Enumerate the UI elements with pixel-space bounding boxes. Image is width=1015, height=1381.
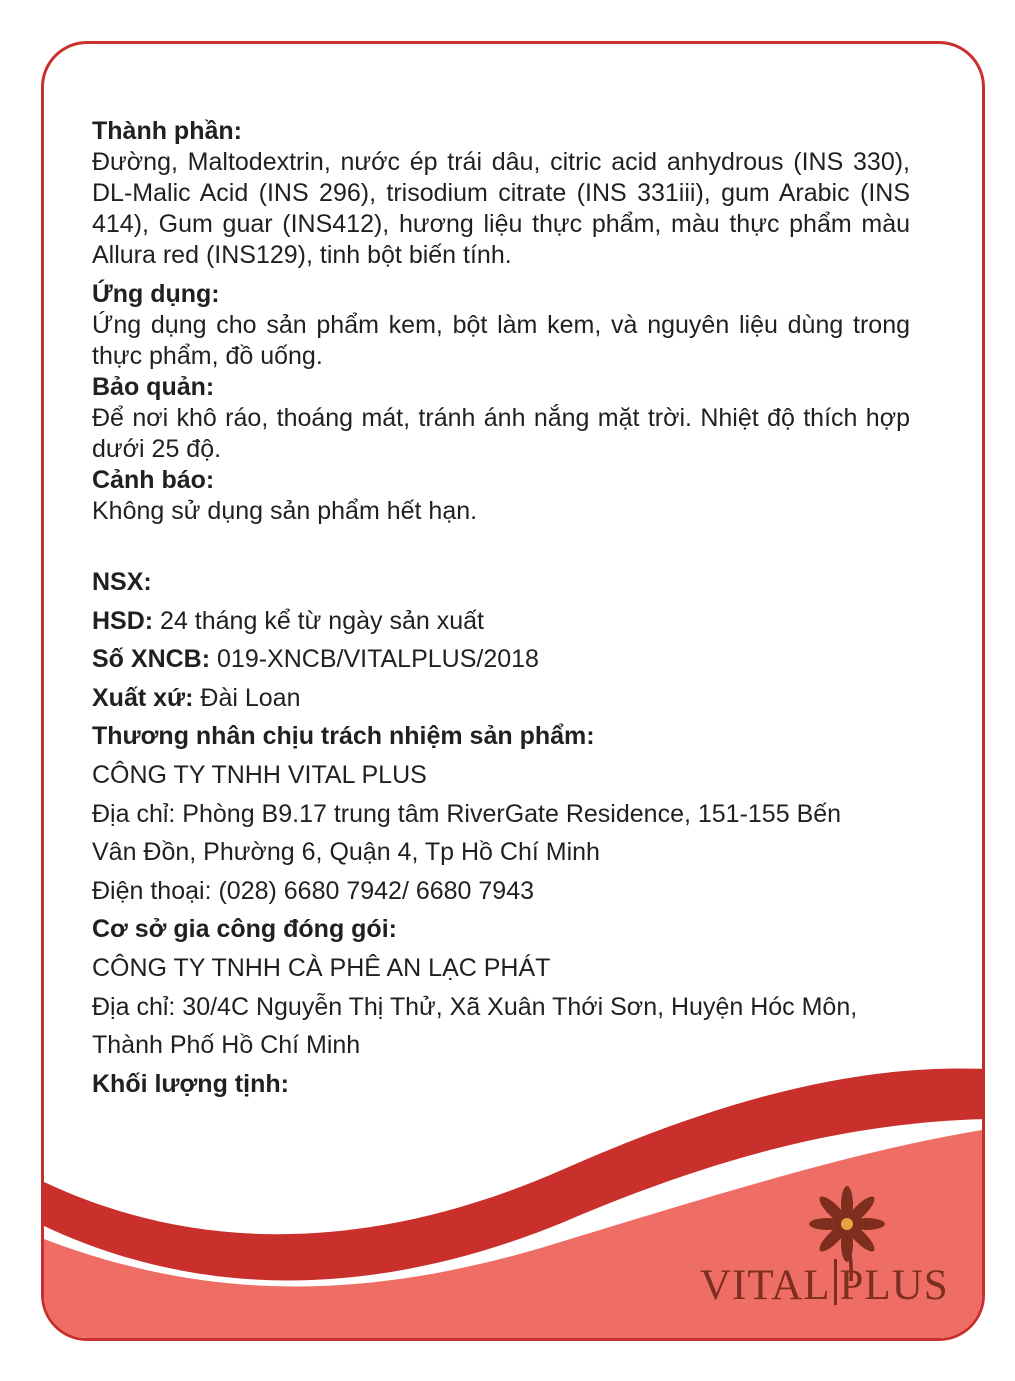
hsd-row (92, 602, 910, 641)
origin-label: Xuất xứ: (92, 683, 194, 712)
packer-name: CÔNG TY TNHH CÀ PHÊ AN LẠC PHÁT (92, 953, 551, 982)
storage-heading: Bảo quản: (92, 373, 215, 401)
xncb-row (92, 640, 910, 679)
warning-section (92, 465, 910, 527)
nsx-label: NSX: (92, 568, 152, 596)
product-label (41, 41, 985, 1341)
trader-phone: Điện thoại: (028) 6680 7942/ 6680 7943 (92, 876, 535, 905)
ingredients-section (92, 116, 910, 271)
usage-heading: Ứng dụng: (92, 280, 220, 308)
xncb-value: 019-XNCB/VITALPLUS/2018 (210, 645, 539, 674)
ingredients-text: Đường, Maltodextrin, nước ép trái dâu, citric acid anhydrous (INS 330), DL-Malic Acid (INS 296), trisodium citrate (INS 331iii), gum Arabic (INS 414), Gum guar (INS412), hương liệu thực phẩm, màu thực phẩm màu Allura red (INS129), tinh bột biến tính. (92, 148, 910, 269)
brand-name (700, 1259, 962, 1310)
net-weight-label: Khối lượng tịnh: (92, 1069, 289, 1098)
label-content (92, 116, 910, 1103)
packer-heading: Cơ sở gia công đóng gói: (92, 915, 397, 944)
trader-address-line1: Địa chỉ: Phòng B9.17 trung tâm RiverGate Residence, 151-155 Bến (92, 799, 842, 828)
product-info (92, 563, 910, 1103)
brand-divider (834, 1259, 837, 1305)
trader-name: CÔNG TY TNHH VITAL PLUS (92, 760, 427, 789)
hsd-value: 24 tháng kể từ ngày sản xuất (153, 606, 484, 635)
usage-section (92, 279, 910, 372)
brand-name-part2: PLUS (839, 1262, 949, 1309)
vital-plus-logo (700, 1177, 962, 1312)
storage-section (92, 372, 910, 465)
warning-text: Không sử dụng sản phẩm hết hạn. (92, 497, 478, 525)
hsd-label: HSD: (92, 606, 154, 635)
xncb-label: Số XNCB: (92, 645, 211, 674)
origin-row (92, 679, 910, 718)
storage-text: Để nơi khô ráo, thoáng mát, tránh ánh nắng mặt trời. Nhiệt độ thích hợp dưới 25 độ. (92, 404, 910, 463)
nsx-row (92, 563, 910, 602)
warning-heading: Cảnh báo: (92, 466, 215, 494)
brand-name-part1: VITAL (700, 1262, 831, 1309)
ingredients-heading: Thành phần: (92, 117, 242, 145)
origin-value: Đài Loan (193, 683, 301, 712)
usage-text: Ứng dụng cho sản phẩm kem, bột làm kem, và nguyên liệu dùng trong thực phẩm, đồ uống. (92, 311, 910, 370)
packer-address-line1: Địa chỉ: 30/4C Nguyễn Thị Thử, Xã Xuân Thới Sơn, Huyện Hóc Môn, (92, 992, 858, 1021)
trader-address-line2: Vân Đồn, Phường 6, Quận 4, Tp Hồ Chí Minh (92, 838, 600, 867)
packer-address-line2: Thành Phố Hồ Chí Minh (92, 1031, 361, 1060)
trader-heading: Thương nhân chịu trách nhiệm sản phẩm: (92, 722, 595, 751)
